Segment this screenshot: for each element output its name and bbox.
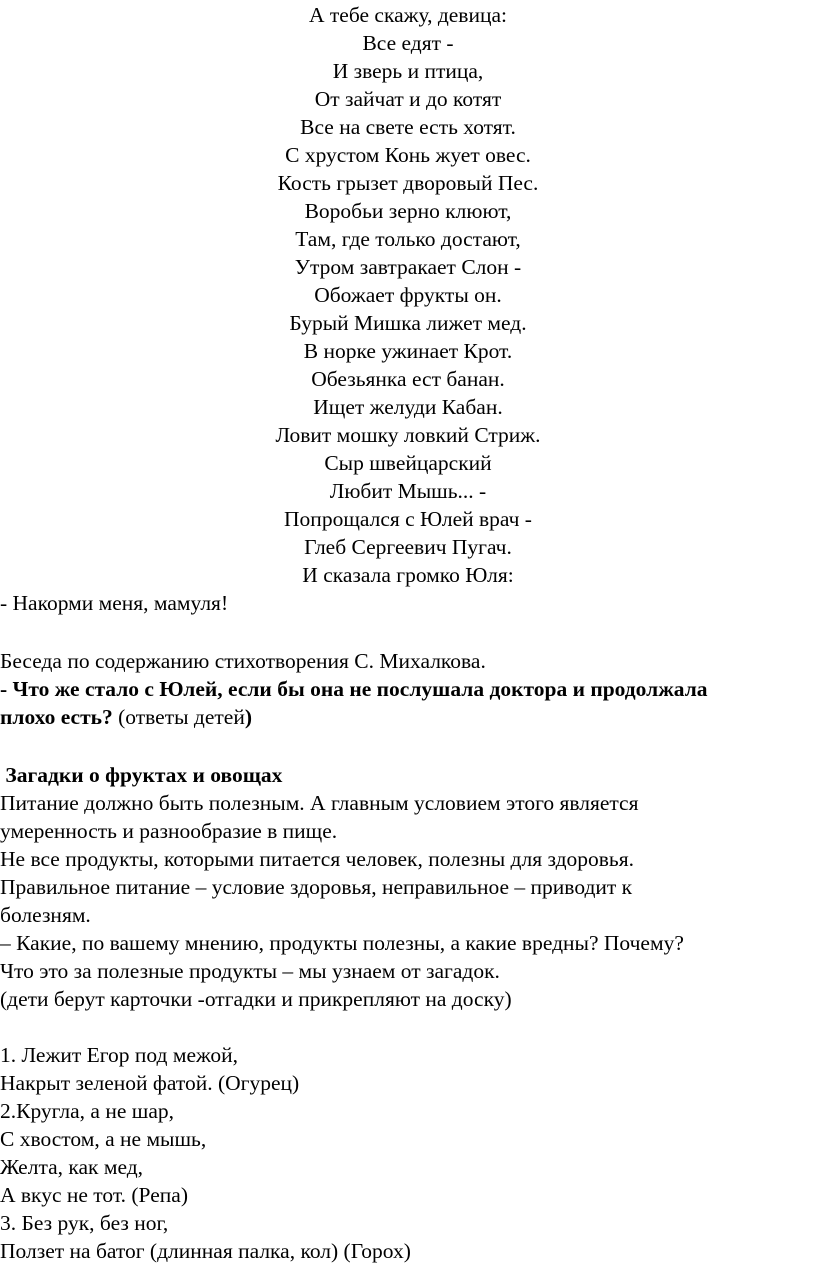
riddle-line: А вкус не тот. (Репа)	[0, 1183, 188, 1207]
poem-line: Обезьянка ест банан.	[311, 367, 505, 391]
poem-line: В норке ужинает Крот.	[303, 339, 513, 363]
poem-line: Сыр швейцарский	[324, 451, 492, 475]
poem-line: Бурый Мишка лижет мед.	[289, 311, 527, 335]
poem-line: Попрощался с Юлей врач -	[284, 507, 532, 531]
body-line: болезням.	[0, 903, 91, 927]
poem-line: Ловит мошку ловкий Стриж.	[275, 423, 541, 447]
riddle-line: 3. Без рук, без ног,	[0, 1211, 169, 1235]
discussion-intro: Беседа по содержанию стихотворения С. Михалкова.	[0, 649, 486, 673]
poem-line: Воробьи зерно клюют,	[304, 199, 512, 223]
body-line: умеренность и разнообразие в пище.	[0, 819, 338, 843]
body-line: Правильное питание – условие здоровья, неправильное – приводит к	[0, 875, 633, 899]
riddle-line: С хвостом, а не мышь,	[0, 1127, 207, 1151]
poem-line: От зайчат и до котят	[314, 87, 502, 111]
riddle-line: 2.Кругла, а не шар,	[0, 1099, 174, 1123]
riddle-line: Ползет на батог (длинная палка, кол) (Горох)	[0, 1239, 411, 1263]
poem-line: Утром завтракает Слон -	[294, 255, 522, 279]
poem-line: Любит Мышь... -	[329, 479, 487, 503]
poem-line: Там, где только достают,	[295, 227, 521, 251]
body-line: Не все продукты, которыми питается человек, полезны для здоровья.	[0, 847, 634, 871]
discussion-question-cont	[0, 703, 816, 731]
poem-line: Все на свете есть хотят.	[300, 115, 516, 139]
question-close-paren: )	[244, 705, 253, 729]
question-bold-text: плохо есть?	[0, 705, 113, 729]
poem-line: Обожает фрукты он.	[314, 283, 502, 307]
poem-line: Глеб Сергеевич Пугач.	[304, 535, 512, 559]
poem-line: Кость грызет дворовый Пес.	[277, 171, 539, 195]
body-line: (дети берут карточки -отгадки и прикрепляют на доску)	[0, 987, 512, 1011]
riddle-line: Накрыт зеленой фатой. (Огурец)	[0, 1071, 300, 1095]
discussion-question: - Что же стало с Юлей, если бы она не послушала доктора и продолжала	[0, 677, 708, 701]
body-line: Питание должно быть полезным. А главным условием этого является	[0, 791, 639, 815]
poem-line: Ищет желуди Кабан.	[313, 395, 503, 419]
poem-line: И сказала громко Юля:	[302, 563, 514, 587]
riddles-heading: Загадки о фруктах и овощах	[0, 763, 283, 787]
poem-line: С хрустом Конь жует овес.	[285, 143, 531, 167]
poem-last-line: - Накорми меня, мамуля!	[0, 591, 229, 615]
body-line: – Какие, по вашему мнению, продукты полезны, а какие вредны? Почему?	[0, 931, 684, 955]
riddle-line: Желта, как мед,	[0, 1155, 144, 1179]
riddle-line: 1. Лежит Егор под межой,	[0, 1043, 238, 1067]
question-answer-note: (ответы детей	[112, 705, 245, 729]
poem-line: А тебе скажу, девица:	[309, 3, 507, 27]
poem-line: И зверь и птица,	[332, 59, 484, 83]
body-line: Что это за полезные продукты – мы узнаем от загадок.	[0, 959, 500, 983]
poem-line: Все едят -	[362, 31, 454, 55]
